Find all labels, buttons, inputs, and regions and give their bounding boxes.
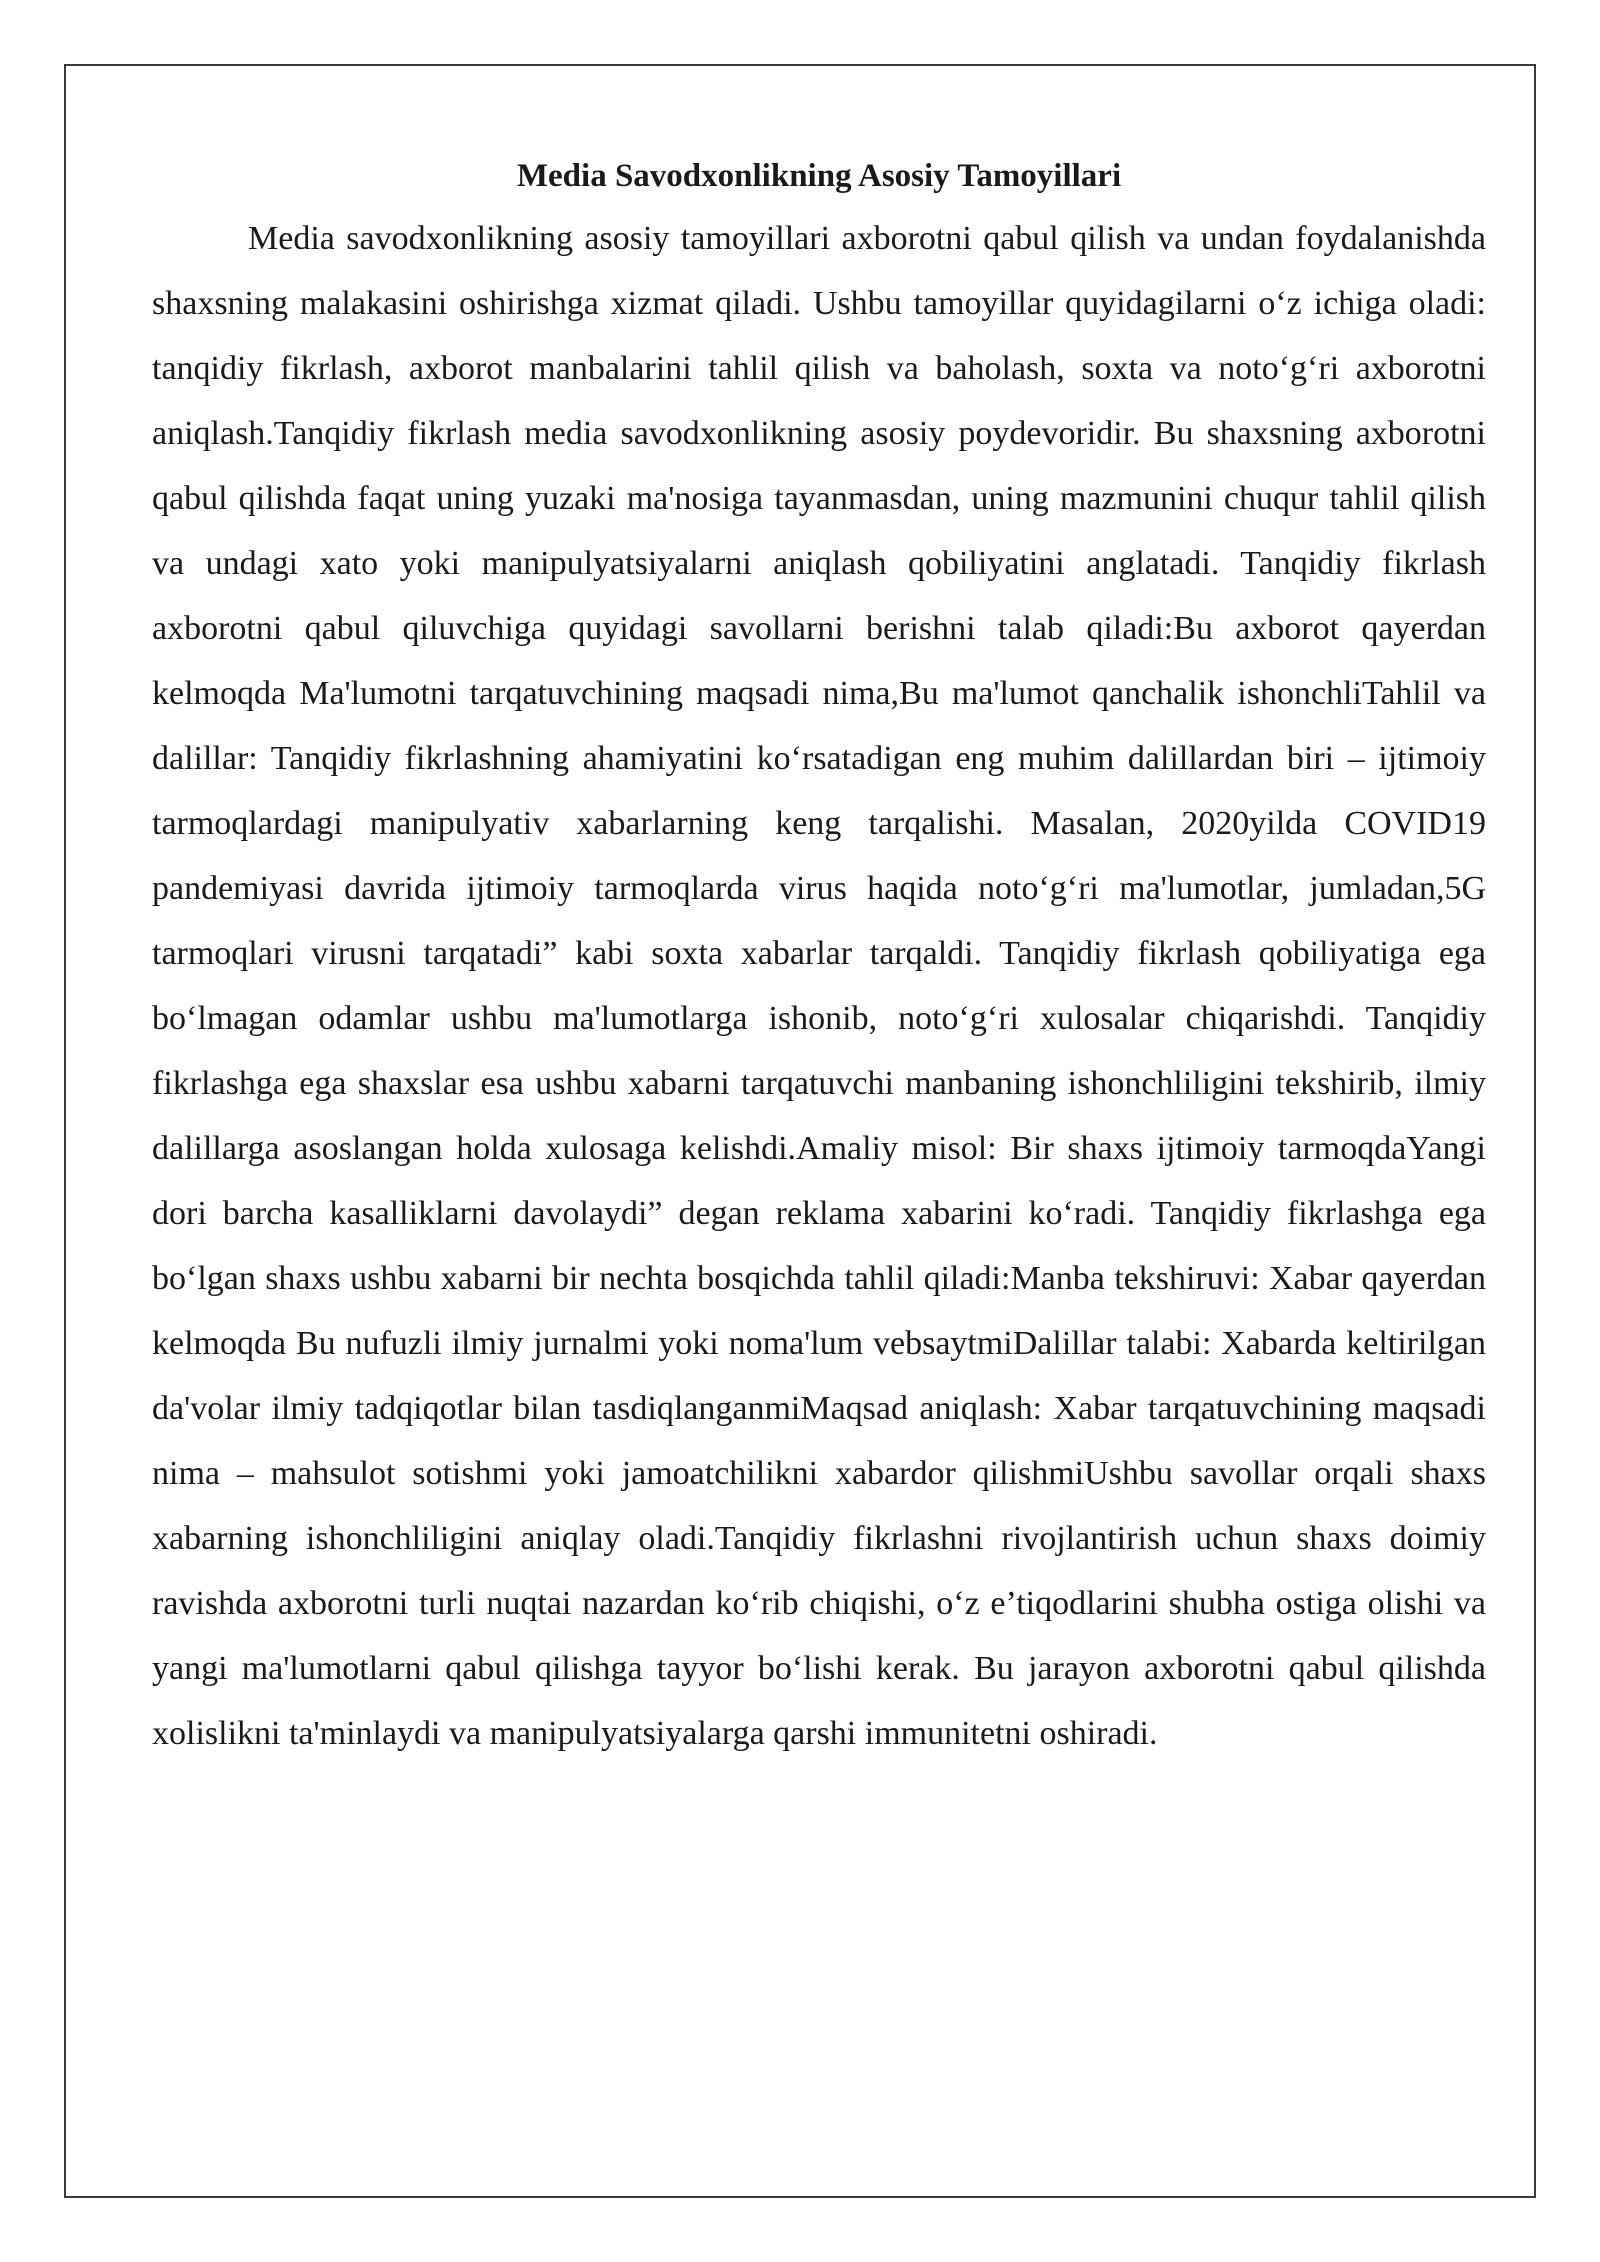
document-body-paragraph: Media savodxonlikning asosiy tamoyillari axborotni qabul qilish va undan foydalanishda shaxsning malakasini oshirishga xizmat qiladi. Ushbu tamoyillar quyidagilarni o‘z ichiga oladi: tanqidiy fikrlash, axborot manbalarini tahlil qilish va baholash, soxta va noto‘g‘ri axborotni aniqlash.Tanqidiy fikrlash media savodxonlikning asosiy poydevoridir. Bu shaxsning axborotni qabul qilishda faqat uning yuzaki ma'nosiga tayanmasdan, uning mazmunini chuqur tahlil qilish va undagi xato yoki manipulyatsiyalarni aniqlash qobiliyatini anglatadi. Tanqidiy fikrlash axborotni qabul qiluvchiga quyidagi savollarni berishni talab qiladi:Bu axborot qayerdan kelmoqda Ma'lumotni tarqatuvchining maqsadi nima,Bu ma'lumot qanchalik ishonchliTahlil va dalillar: Tanqidiy fikrlashning ahamiyatini ko‘rsatadigan eng muhim dalillardan biri – ijtimoiy tarmoqlardagi manipulyativ xabarlarning keng tarqalishi. Masalan, 2020yilda COVID19 pandemiyasi davrida ijtimoiy tarmoqlarda virus haqida noto‘g‘ri ma'lumotlar, jumladan,5G tarmoqlari virusni tarqatadi” kabi soxta xabarlar tarqaldi. Tanqidiy fikrlash qobiliyatiga ega bo‘lmagan odamlar ushbu ma'lumotlarga ishonib, noto‘g‘ri xulosalar chiqarishdi. Tanqidiy fikrlashga ega shaxslar esa ushbu xabarni tarqatuvchi manbaning ishonchliligini tekshirib, ilmiy dalillarga asoslangan holda xulosaga kelishdi.Amaliy misol: Bir shaxs ijtimoiy tarmoqdaYangi dori barcha kasalliklarni davolaydi” degan reklama xabarini ko‘radi. Tanqidiy fikrlashga ega bo‘lgan shaxs ushbu xabarni bir nechta bosqichda tahlil qiladi:Manba tekshiruvi: Xabar qayerdan kelmoqda Bu nufuzli ilmiy jurnalmi yoki noma'lum vebsaytmiDalillar talabi: Xabarda keltirilgan da'volar ilmiy tadqiqotlar bilan tasdiqlanganmiMaqsad aniqlash: Xabar tarqatuvchining maqsadi nima – mahsulot sotishmi yoki jamoatchilikni xabardor qilishmiUshbu savollar orqali shaxs xabarning ishonchliligini aniqlay oladi.Tanqidiy fikrlashni rivojlantirish uchun shaxs doimiy ravishda axborotni turli nuqtai nazardan ko‘rib chiqishi, o‘z e’tiqodlarini shubha ostiga olishi va yangi ma'lumotlarni qabul qilishga tayyor bo‘lishi kerak. Bu jarayon axborotni qabul qilishda xolislikni ta'minlaydi va manipulyatsiyalarga qarshi immunitetni oshiradi.	[152, 220, 1486, 1752]
document-content	[152, 146, 1486, 1766]
document-title: Media Savodxonlikning Asosiy Tamoyillari	[516, 158, 1122, 194]
